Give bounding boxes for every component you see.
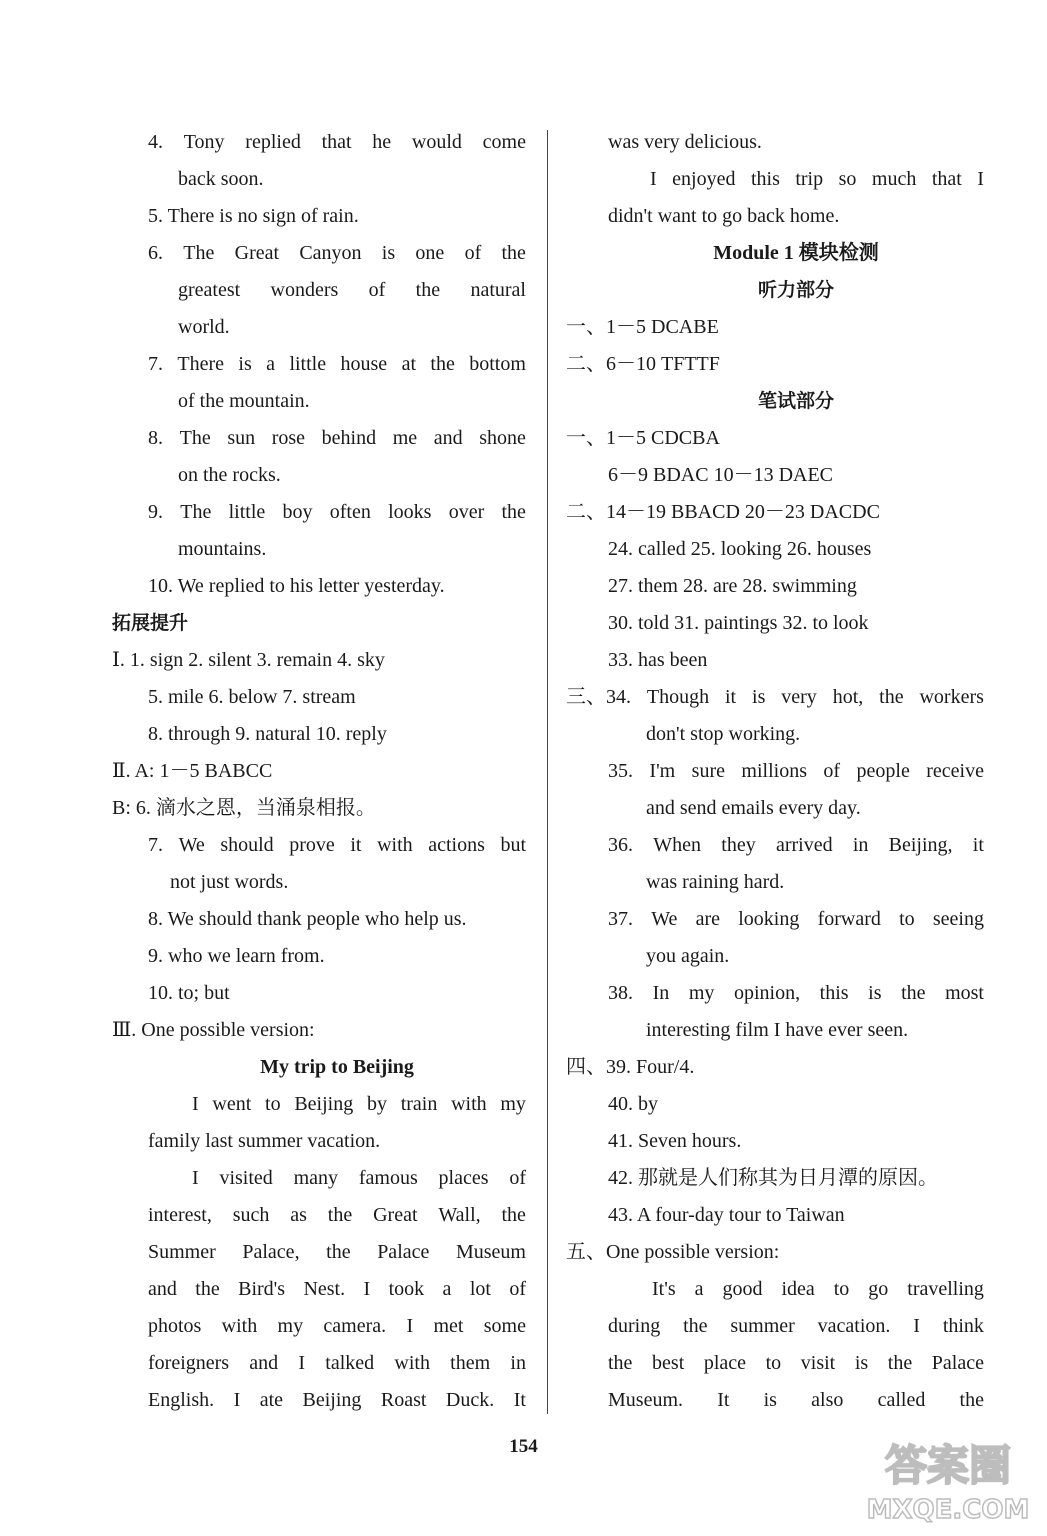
word: is [752,686,766,708]
word: I [363,1278,371,1300]
word: Museum [455,1241,526,1263]
word: to [765,1352,782,1374]
word: 38. [608,982,633,1004]
word: of [464,242,482,264]
word: a [694,1278,704,1300]
word: with [394,1352,430,1374]
word: a [266,353,276,375]
word: is [763,1389,777,1411]
word: took [388,1278,425,1300]
word: 7. [148,353,163,375]
word: the [683,1315,708,1337]
right-line: interesting film I have ever seen. [646,1019,909,1041]
right-line: Module 1 模块检测 [713,242,879,264]
right-line: you again. [646,945,730,967]
page-number: 154 [509,1436,538,1457]
word: natural [470,279,526,301]
word: so [838,168,857,190]
word: camera. [323,1315,387,1337]
word: often [329,501,371,523]
word: Great [234,242,280,264]
word: is [238,353,252,375]
word: the [879,686,904,708]
left-line [112,124,526,161]
word: 8. [148,427,163,449]
word: much [871,168,917,190]
word: to [833,1278,850,1300]
right-line: don't stop working. [646,723,801,745]
word: it [972,834,984,856]
right-line: and send emails every day. [646,797,861,819]
right-line: 6－9 BDAC 10－13 DAEC [608,464,834,486]
word: the [326,1241,351,1263]
right-line [566,679,984,716]
word: come [482,131,526,153]
word: the [501,501,526,523]
right-line: 二、6－10 TFTTF [566,353,720,375]
word: also [811,1389,844,1411]
word: of [368,279,386,301]
word: the [430,353,455,375]
right-line: 27. them 28. are 28. swimming [608,575,857,597]
word: photos [148,1315,202,1337]
right-line: 43. A four-day tour to Taiwan [608,1204,845,1226]
word: to [265,1093,281,1115]
word: enjoyed [672,168,736,190]
right-line: didn't want to go back home. [608,205,840,227]
watermark-chinese: 答案圈 [884,1441,1012,1490]
word: in [852,834,869,856]
word: millions [741,760,807,782]
word: went [212,1093,252,1115]
word: sure [691,760,725,782]
left-line: world. [178,316,230,338]
word: over [448,501,485,523]
word: of [509,1278,526,1300]
right-line: 33. has been [608,649,708,671]
left-line [112,1308,526,1345]
right-line: 四、39. Four/4. [566,1056,695,1078]
word: The [180,501,212,523]
word: idea [781,1278,815,1300]
word: foreigners [148,1352,230,1374]
word: one [415,242,445,264]
word: behind [321,427,377,449]
left-line: 拓展提升 [112,612,189,634]
left-line [112,1345,526,1382]
word: as [290,1204,307,1226]
word: 37. [608,908,633,930]
right-line [566,753,984,790]
word: but [500,834,526,856]
word: the [501,242,526,264]
word: actions [428,834,485,856]
right-line [566,975,984,1012]
right-line: 一、1－5 CDCBA [566,427,720,449]
word: prove [289,834,335,856]
word: the [195,1278,220,1300]
word: I [233,1389,241,1411]
word: good [722,1278,763,1300]
left-line: Ⅲ. One possible version: [112,1019,315,1041]
word: lot [469,1278,491,1300]
word: Tony [183,131,225,153]
left-line: 9. who we learn from. [148,945,325,967]
right-line: 24. called 25. looking 26. houses [608,538,872,560]
word: that [321,131,352,153]
word: in [510,1352,526,1374]
word: it [725,686,737,708]
word: wonders [270,279,339,301]
left-line: mountains. [178,538,267,560]
word: he [372,131,392,153]
right-line [566,827,984,864]
word: 7. [148,834,163,856]
word: 36. [608,834,633,856]
word: my [277,1315,304,1337]
word: and [249,1352,279,1374]
word: workers [919,686,984,708]
word: The [183,242,215,264]
word: Nest. [303,1278,346,1300]
left-line: not just words. [170,871,289,893]
word: 4. [148,131,163,153]
word: 6. [148,242,163,264]
watermark-url: MXQE.COM [866,1495,1030,1525]
word: with [221,1315,258,1337]
word: visit [800,1352,836,1374]
word: of [823,760,841,782]
word: Great [373,1204,418,1226]
word: I [192,1093,199,1115]
left-line: family last summer vacation. [148,1130,381,1152]
right-line [566,1308,984,1345]
left-line [112,420,526,457]
word: arrived [775,834,833,856]
word: should [220,834,274,856]
word: such [232,1204,270,1226]
right-line: 二、14－19 BBACD 20－23 DACDC [566,501,880,523]
left-line: My trip to Beijing [260,1056,414,1078]
word: that [931,168,962,190]
right-line: 30. told 31. paintings 32. to look [608,612,869,634]
right-line: was very delicious. [608,131,762,153]
word: Bird's [238,1278,286,1300]
word: the [501,1204,526,1226]
left-line [112,494,526,531]
word: English. [148,1389,215,1411]
word: a [442,1278,452,1300]
left-line [112,1271,526,1308]
word: shone [479,427,526,449]
word: bottom [469,353,526,375]
word: Palace [377,1241,430,1263]
word: little [228,501,266,523]
word: is [381,242,396,264]
word: this [819,982,849,1004]
word: them [450,1352,491,1374]
word: talked [325,1352,375,1374]
word: are [695,908,721,930]
left-line: 5. mile 6. below 7. stream [148,686,356,708]
word: Beijing [302,1389,362,1411]
word: I [913,1315,920,1337]
right-line [566,1271,984,1308]
left-line [112,346,526,383]
word: ate [259,1389,284,1411]
word: I [406,1315,414,1337]
word: called [877,1389,926,1411]
word: very [781,686,817,708]
word: famous [358,1167,418,1189]
left-line [112,272,526,309]
word: replied [245,131,301,153]
word: 三、34. [566,686,631,708]
left-line [112,1160,526,1197]
word: go [868,1278,889,1300]
word: the [608,1352,633,1374]
word: with [377,834,413,856]
word: Palace, [242,1241,300,1263]
left-line: 8. through 9. natural 10. reply [148,723,387,745]
word: Summer [148,1241,216,1263]
word: is [854,1352,869,1374]
word: In [652,982,670,1004]
right-line [566,1382,984,1419]
word: forward [817,908,881,930]
right-line: 笔试部分 [757,390,834,412]
word: Though [646,686,710,708]
word: to [899,908,915,930]
word: looks [388,501,432,523]
left-line: on the rocks. [178,464,281,486]
right-line: 五、One possible version: [566,1241,780,1263]
word: sun [227,427,256,449]
word: Beijing [294,1093,354,1115]
left-line: Ⅰ. 1. sign 2. silent 3. remain 4. sky [112,649,385,671]
word: There [177,353,225,375]
word: place [703,1352,747,1374]
word: me [392,427,418,449]
word: 35. [608,760,633,782]
watermark-logo [863,1428,1033,1528]
word: Duck. [445,1389,495,1411]
word: train [400,1093,438,1115]
right-line: 42. 那就是人们称其为日月潭的原因。 [608,1167,938,1189]
word: with [451,1093,487,1115]
right-line: 一、1－5 DCABE [566,316,719,338]
word: hot, [832,686,864,708]
word: Roast [380,1389,427,1411]
word: the [327,1204,353,1226]
word: and [148,1278,177,1300]
word: this [750,168,780,190]
word: most [945,982,984,1004]
left-line [112,1086,526,1123]
word: I [192,1167,199,1189]
word: many [293,1167,339,1189]
word: I'm [649,760,676,782]
word: people [856,760,910,782]
word: my [500,1093,526,1115]
word: rose [271,427,306,449]
word: It [513,1389,526,1411]
word: they [721,834,756,856]
word: at [401,353,416,375]
word: The [179,427,211,449]
word: the [887,1352,913,1374]
word: the [415,279,441,301]
word: little [289,353,327,375]
word: seeing [932,908,984,930]
word: and [433,427,463,449]
word: visited [219,1167,273,1189]
word: I [977,168,984,190]
word: I [650,168,657,190]
word: during [608,1315,661,1337]
word: met [433,1315,464,1337]
left-line: 5. There is no sign of rain. [148,205,359,227]
left-line: of the mountain. [178,390,310,412]
word: It [717,1389,730,1411]
word: some [483,1315,526,1337]
left-line: 10. to; but [148,982,230,1004]
word: It's [652,1278,676,1300]
word: receive [926,760,984,782]
word: Museum. [608,1389,683,1411]
right-line [566,1345,984,1382]
word: would [411,131,462,153]
word: house [340,353,388,375]
word: think [942,1315,984,1337]
left-line: Ⅱ. A: 1－5 BABCC [112,760,273,782]
left-line [112,235,526,272]
word: Canyon [299,242,362,264]
left-line: 8. We should thank people who help us. [148,908,467,930]
word: by [366,1093,387,1115]
word: vacation. [817,1315,891,1337]
word: I [298,1352,306,1374]
right-line: 听力部分 [757,279,834,301]
left-line [112,827,526,864]
left-line [112,1197,526,1234]
word: of [509,1167,526,1189]
word: We [178,834,205,856]
word: Wall, [438,1204,481,1226]
word: Palace [931,1352,984,1374]
word: opinion, [733,982,801,1004]
word: best [652,1352,685,1374]
right-line: 40. by [608,1093,658,1115]
word: boy [282,501,313,523]
word: greatest [178,279,241,301]
left-line: 10. We replied to his letter yesterday. [148,575,445,597]
word: is [868,982,882,1004]
right-line [566,901,984,938]
word: summer [730,1315,795,1337]
right-line: 41. Seven hours. [608,1130,742,1152]
right-line [566,161,984,198]
left-line: B: 6. 滴水之恩，当涌泉相报。 [112,797,376,819]
word: looking [738,908,800,930]
word: We [651,908,678,930]
left-column [112,124,526,1419]
word: trip [795,168,824,190]
left-line [112,1382,526,1419]
word: places [438,1167,489,1189]
word: it [350,834,362,856]
word: the [959,1389,984,1411]
word: When [653,834,702,856]
right-column [566,124,984,1419]
left-line: back soon. [178,168,264,190]
right-line: was raining hard. [646,871,785,893]
word: 9. [148,501,163,523]
word: interest, [148,1204,212,1226]
column-divider [547,130,548,1414]
word: travelling [907,1278,984,1300]
word: the [901,982,926,1004]
word: my [688,982,715,1004]
word: Beijing, [888,834,953,856]
left-line [112,1234,526,1271]
